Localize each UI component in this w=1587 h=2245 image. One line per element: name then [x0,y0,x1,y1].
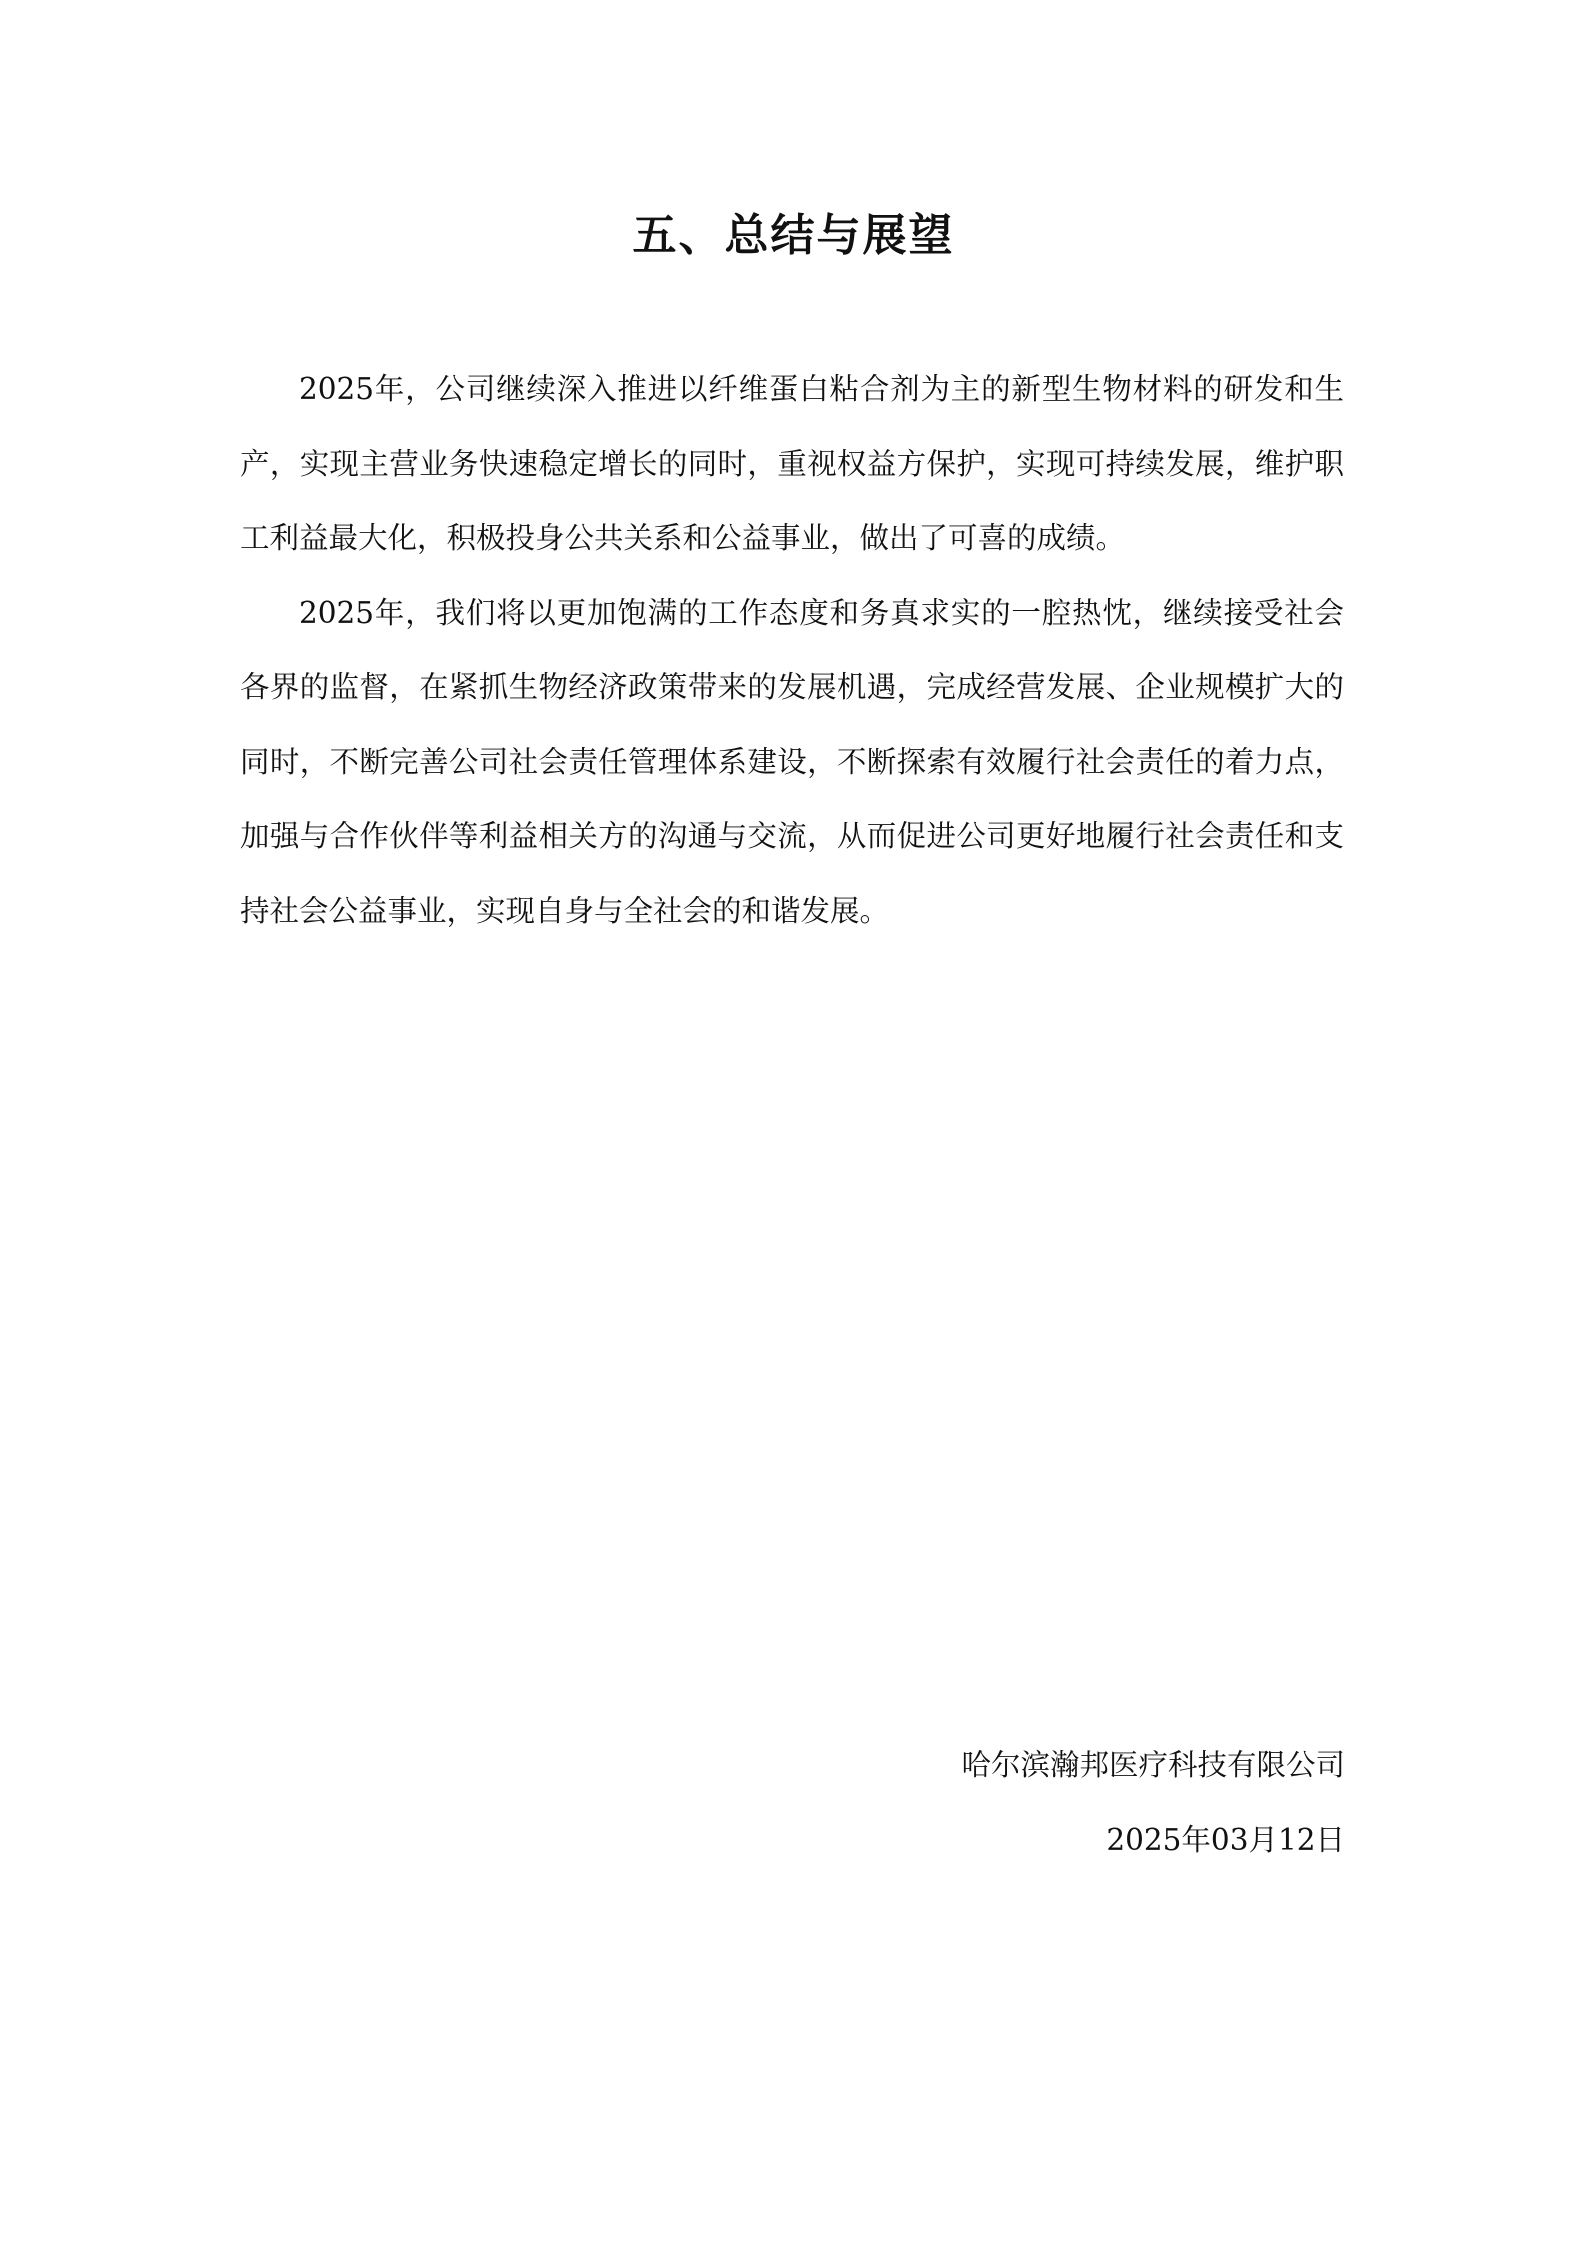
signature-date: 2025年03月12日 [1106,1823,1345,1857]
signature-company: 哈尔滨瀚邦医疗科技有限公司 [961,1748,1345,1782]
paragraph-summary: 2025年，公司继续深入推进以纤维蛋白粘合剂为主的新型生物材料的研发和生产，实现主营业务快速稳定增长的同时，重视权益方保护，实现可持续发展，维护职工利益最大化，积极投身公共关系和公益事业，做出了可喜的成绩。 [240,372,1344,555]
signature-block [961,1728,1345,1878]
document-body [240,352,1344,948]
paragraph-outlook: 2025年，我们将以更加饱满的工作态度和务真求实的一腔热忱，继续接受社会各界的监督，在紧抓生物经济政策带来的发展机遇，完成经营发展、企业规模扩大的同时，不断完善公司社会责任管理体系建设，不断探索有效履行社会责任的着力点，加强与合作伙伴等利益相关方的沟通与交流，从而促进公司更好地履行社会责任和支持社会公益事业，实现自身与全社会的和谐发展。 [240,595,1344,928]
page-title: 五、总结与展望 [632,210,955,261]
